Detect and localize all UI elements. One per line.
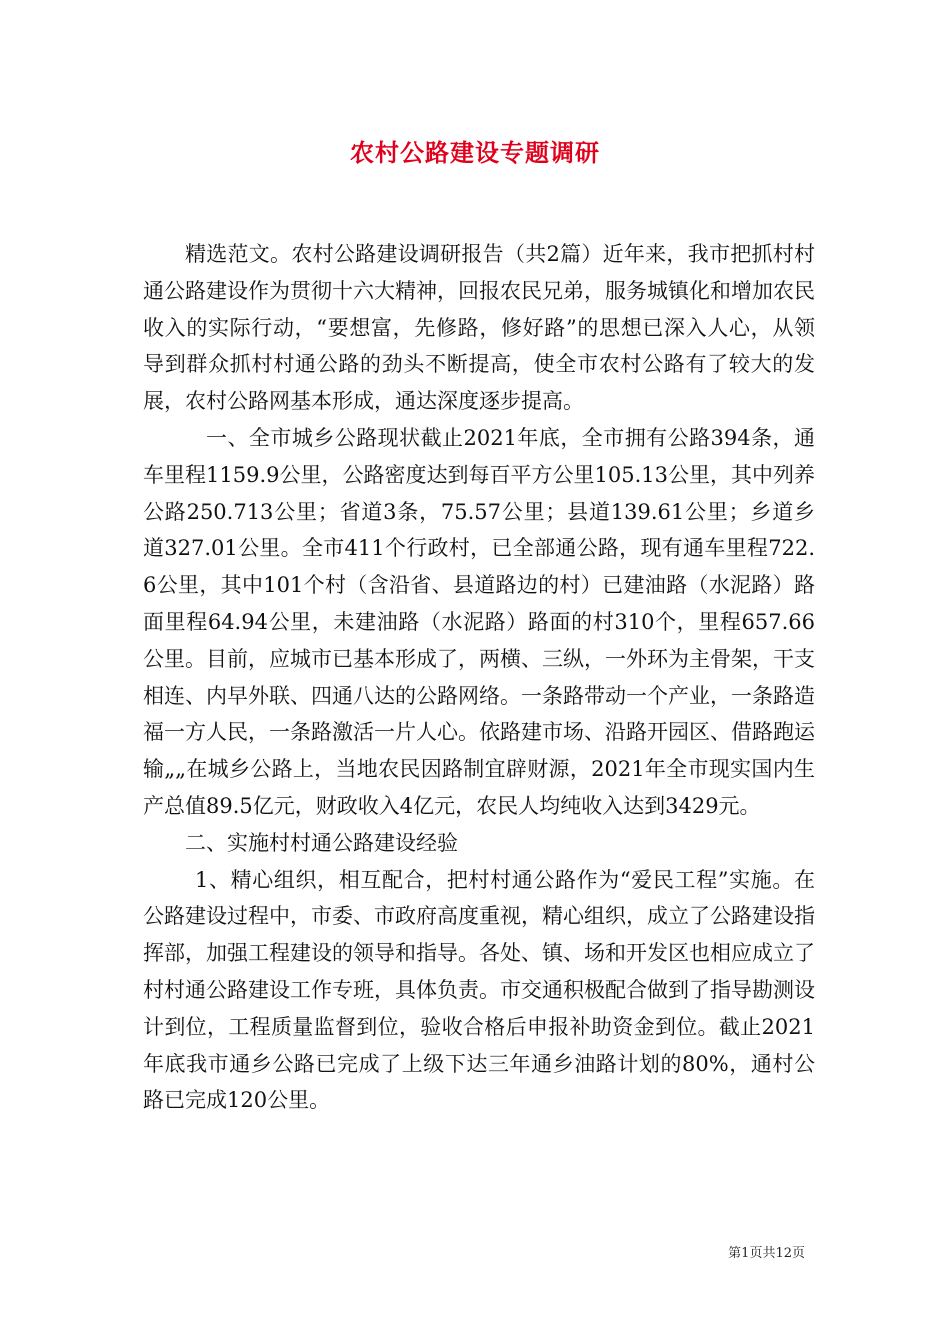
page-number: 第1页共12页 — [728, 1246, 805, 1261]
paragraph-intro: 精选范文。农村公路建设调研报告（共2篇）近年来，我市把抓村村通公路建设作为贯彻十六大精神，回报农民兄弟，服务城镇化和增加农民收入的实际行动，“要想富，先修路，修好路”的思想已深入人心，从领导到群众抓村村通公路的劲头不断提高，使全市农村公路有了较大的发展，农村公路网基本形成，通达深度逐步提高。 — [143, 242, 815, 414]
paragraph-section-one: 一、全市城乡公路现状截止2021年底，全市拥有公路394条，通车里程1159.9公里，公路密度达到每百平方公里105.13公里，其中列养公路250.713公里；省道3条，75.57公里；县道139.61公里；乡道乡道327.01公里。全市411个行政村，已全部通公路，现有通车里程722.6公里，其中101个村（含沿省、县道路边的村）已建油路（水泥路）路面里程64.94公里，未建油路（水泥路）路面的村310个，里程657.66公里。目前，应城市已基本形成了，两横、三纵，一外环为主骨架，干支相连、内早外联、四通八达的公路网络。一条路带动一个产业，一条路造福一方人民，一条路激活一片人心。依路建市场、沿路开园区、借路跑运输„„在城乡公路上，当地农民因路制宜辟财源，2021年全市现实国内生产总值89.5亿元，财政收入4亿元，农民人均纯收入达到3429元。 — [143, 425, 815, 818]
document-title: 农村公路建设专题调研 — [350, 138, 600, 167]
document-body — [143, 236, 815, 1119]
paragraph-item-one: 1、精心组织，相互配合，把村村通公路作为“爱民工程”实施。在公路建设过程中，市委、市政府高度重视，精心组织，成立了公路建设指挥部，加强工程建设的领导和指导。各处、镇、场和开发区也相应成立了村村通公路建设工作专班，具体负责。市交通积极配合做到了指导勘测设计到位，工程质量监督到位，验收合格后申报补助资金到位。截止2021年底我市通乡公路已完成了上级下达三年通乡油路计划的80%，通村公路已完成120公里。 — [143, 867, 815, 1113]
paragraph-section-two-heading: 二、实施村村通公路建设经验 — [185, 830, 458, 855]
